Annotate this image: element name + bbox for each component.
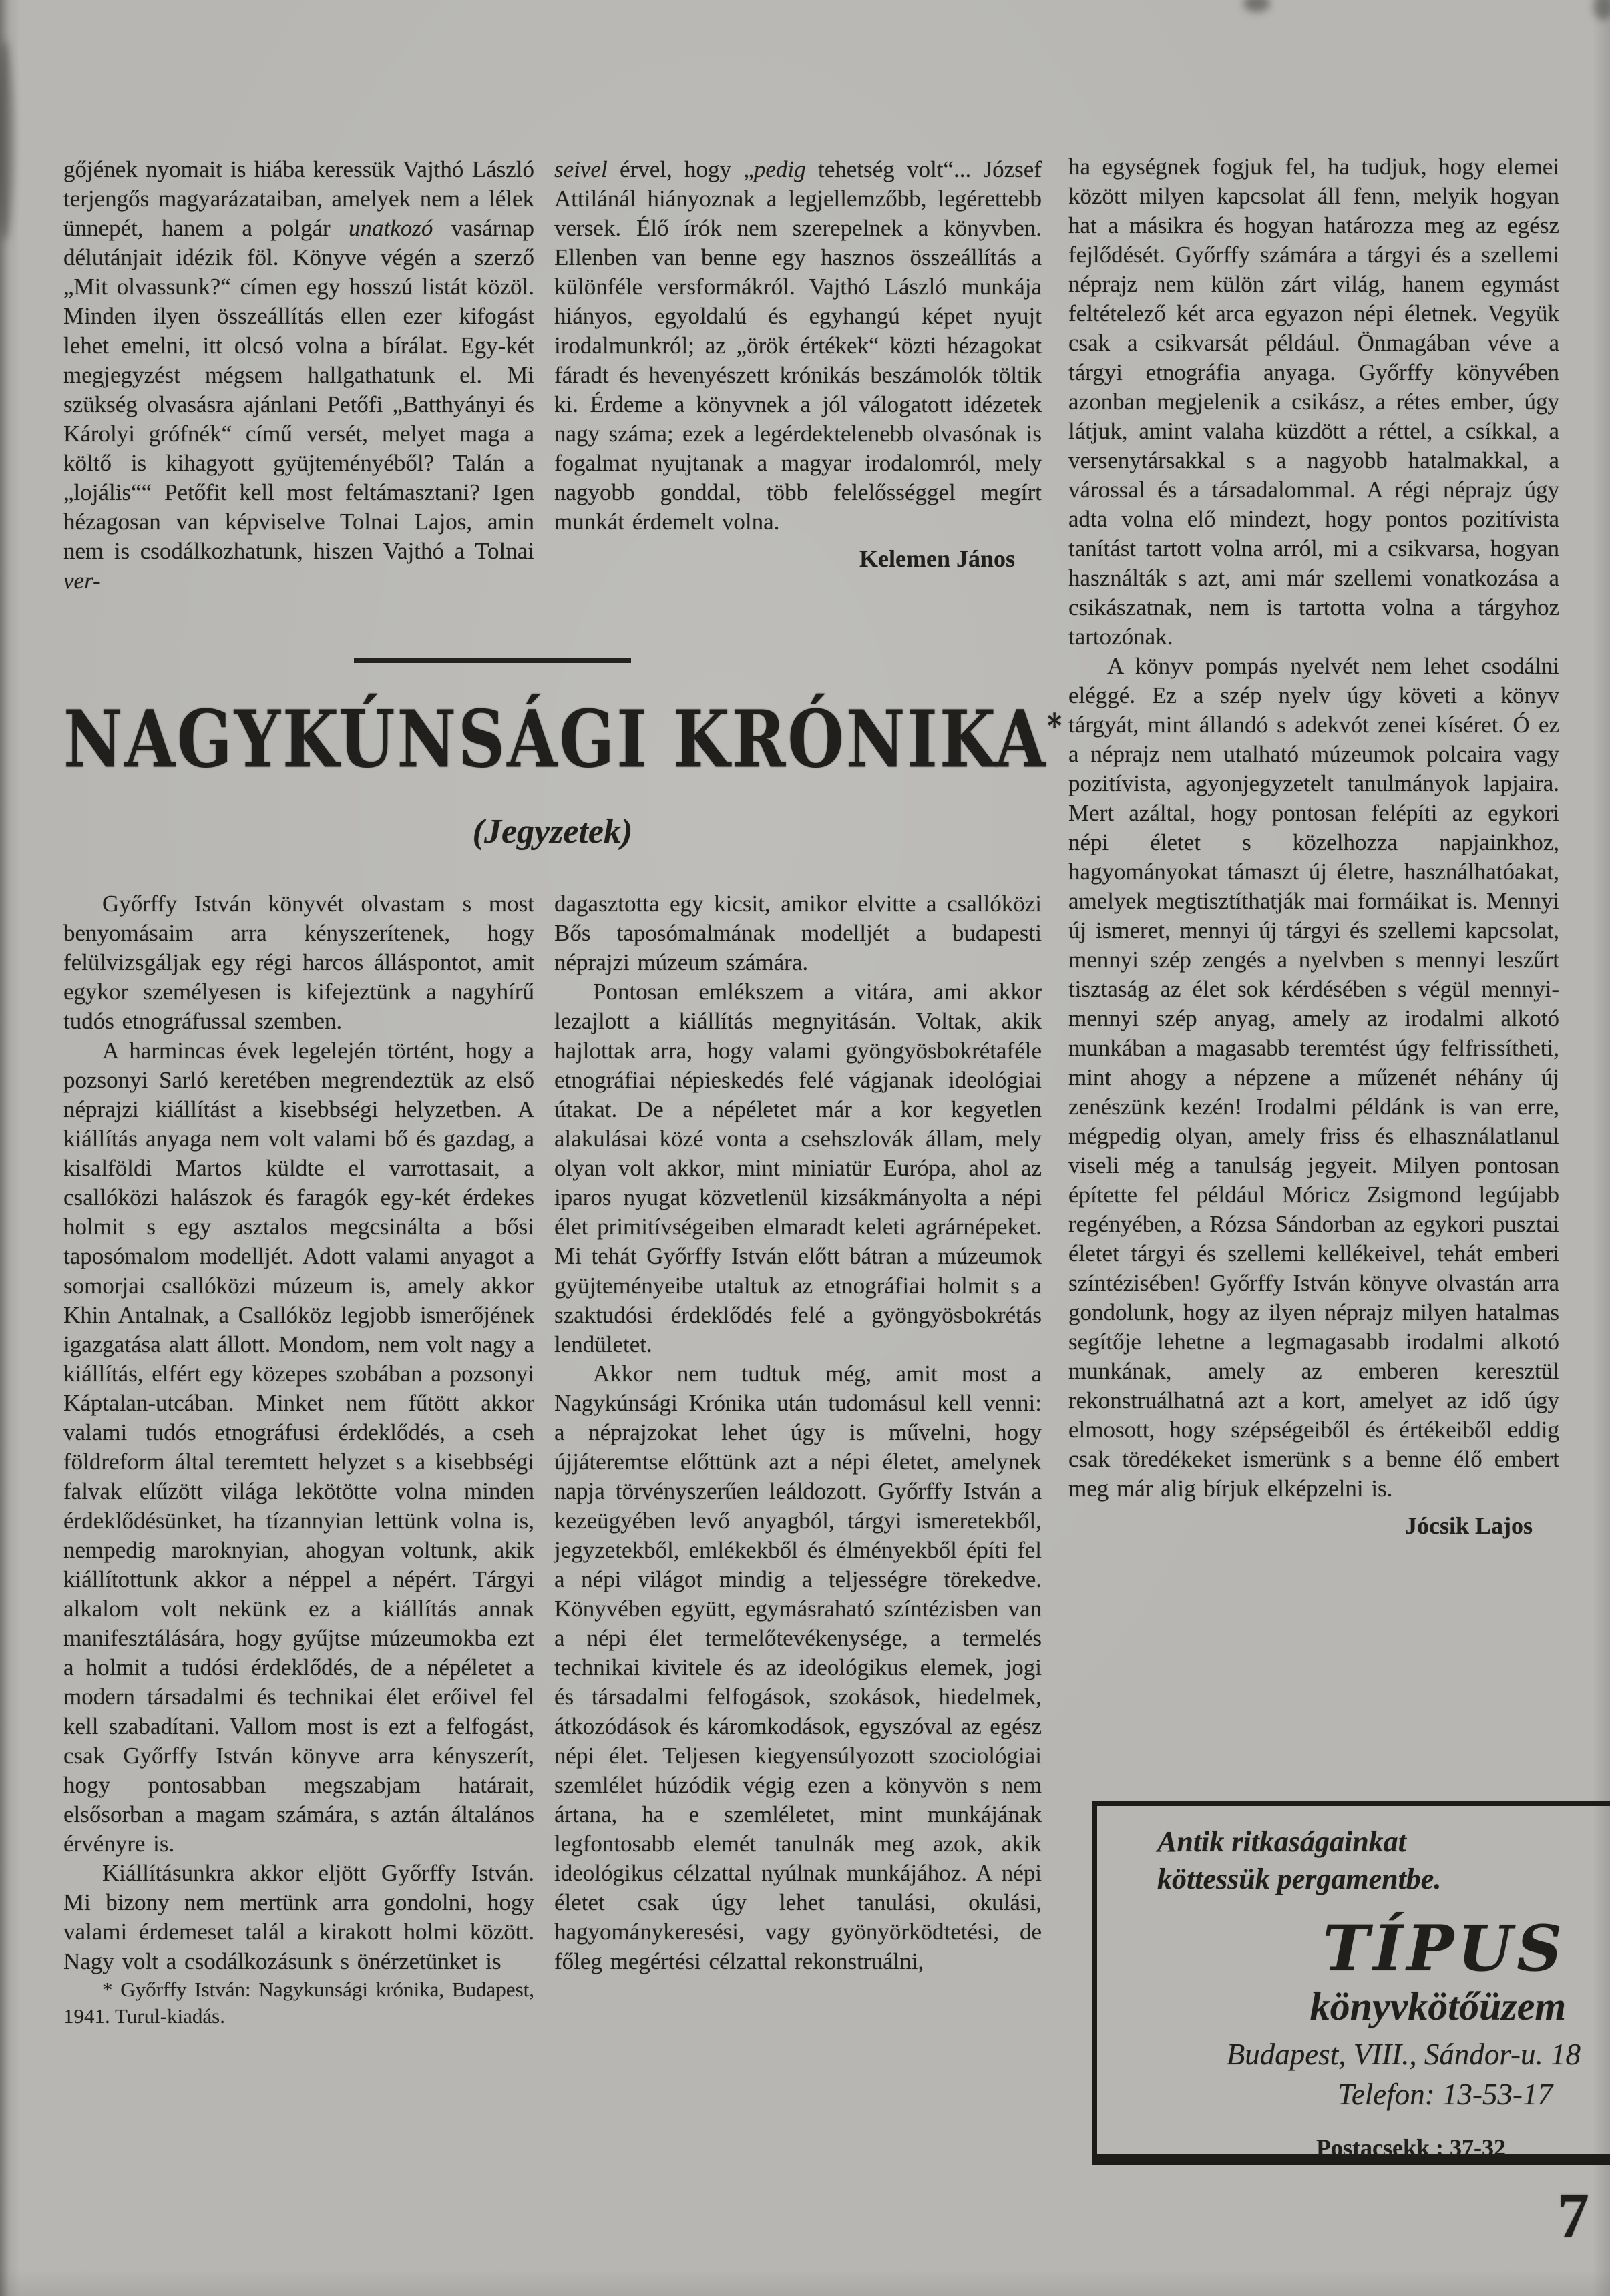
ad-brand-subtitle: könyvkötőüzem [1310,1984,1566,2028]
italic-word: unatkozó [348,215,433,241]
text-run: érvel, hogy „ [607,156,754,182]
text-run: tehetség volt“... József Attilánál hiányoznak a legjellemzőbb, legérettebb versek. Élő írók nem szerepelnek a könyvben. Ellenben van benne egy hasznos összeállítás a különféle versformákról. Vajthó László munkája hiányos, egyoldalú és egyhangú képet nyujt irodalmunkról; az „örök értékek“ közti hézagokat fáradt és hevenyészett krónikás beszámolók töltik ki. Érdeme a könyvnek a jól válogatott idézetek nagy száma; ezek a legérdektelenebb olvasónak is fogalmat nyujtanak a magyar irodalomról, mely nagyobb gonddal, több felelősséggel megírt munkát érdemelt volna. [554,156,1042,535]
ad-lead-line-2: köttessük pergamentbe. [1157,1863,1442,1895]
italic-word: seivel [554,156,608,182]
article-paragraph: ha egységnek fogjuk fel, ha tudjuk, hogy elemei között milyen kapcsolat áll fenn, melyik hogyan hat a másikra és hogyan határozza meg az egész fejlődését. Győrffy számára a tárgyi és a szellemi néprajz nem külön zárt világ, hanem egymást feltételező két arca egyazon népi életnek. Vegyük csak a csikvarsát például. Önmagában véve a tárgyi etnográfia anyaga. Győrffy könyvében azonban megjelenik a csikász, a rétes ember, úgy látjuk, amint valaha küzdött a réttel, a csíkkal, a versenytársakkal s a nagyobb hatalmakkal, a várossal és a társadalommal. A régi néprajz úgy adta volna elő mindezt, hogy pontos pozitívista tanítást tartott volna arról, mi a csikvarsa, hogyan használták s azt, ami már szellemi vonatkozása a csikászatnak, nem is tartotta volna a tárgyhoz tartozónak. [1068,154,1559,650]
page-number: 7 [1557,2179,1589,2251]
prev-article-text-2 [554,155,1042,537]
text-run: gőjének nyomait is hiába keressük Vajthó László terjengős magyarázataiban, amelyek nem a lélek ünnepét, hanem a polgár [63,156,534,241]
article-column-3 [1068,152,1559,1541]
article-heading-block [63,692,1064,851]
advertisement-box [1092,1801,1610,2165]
article-paragraph: Kiállításunkra akkor eljött Győrffy István. Mi bizony nem mertünk arra gondolni, hogy valami érdemeset talál a kirakott holmi között. Nagy volt a csodálkozásunk s önérzetünket is [63,1860,534,1974]
article-paragraph: Pontosan emlékszem a vitára, ami akkor lezajlott a kiállítás megnyitásán. Voltak, akik hajlottak arra, hogy valami gyöngyösbokrétaféle etnográfiai népieskedés felé vágjanak ideológiai útakat. De a népéletet már a kor kegyetlen alakulásai közé vonta a csehszlovák állam, mely olyan volt akkor, mint miniatür Európa, ahol az iparos nyugat közvetlenül kizsákmányolta a népi élet primitívségeiben elmaradt keleti agrárnépeket. Mi tehát Győrffy István előtt bátran a múzeumok gyüjteményeibe utaltuk az etnográfiai holmit s a szaktudósi érdeklődés felé a gyöngyösbokrétás lendületet. [554,979,1042,1357]
article-paragraph: A harmincas évek legelején történt, hogy a pozsonyi Sarló keretében megrendeztük az első néprajzi kiállítást a kisebbségi helyzetben. A kiállítás anyaga nem volt valami bő és gazdag, a kisalföldi Martos küldte el varrottasait, a csallóközi halászok és faragók egy-két érdekes holmit s egy asztalos megcsinálta a bősi taposómalom modelljét. Adott valami anyagot a somorjai csallóközi múzeum is, amely akkor Khin Antalnak, a Csallóköz legjobb ismerőjének igazgatása alatt állott. Mondom, nem volt nagy a kiállítás, elfért egy közepes szobában a pozsonyi Káptalan-utcában. Minket nem fűtött akkor valami tudós etnográfusi érdeklődés, a cseh földreform által teremtett helyzet s a kisebbségi falvak elűzött világa lekötötte volna minden érdeklődésünket, ha tízannyian lettünk volna is, nempedig maroknyian, ahogyan voltunk, akik kiállítottunk akkor a néppel a népért. Tárgyi alkalom volt nekünk ez a kiállítás annak manifesztálására, hogy gyűjtse múzeumokba ezt a holmit a tudósi érdeklődés, de a népéletet a modern társadalmi és technikai élet erőivel fel kell szabadítani. Vallom most is ezt a felfogást, csak Győrffy István könyve arra kényszerít, hogy pontosabban megszabjam határait, elsősorban a magam számára, s aztán általános érvényre is. [63,1038,534,1857]
ad-postal-cheque: Postacsekk : 37-32 [1316,2134,1506,2161]
text-run: vasárnap délutánjait idézik föl. Könyve végén a szerző „Mit olvassunk?“ címen egy hosszú listát közöl. Minden ilyen összeállítás ellen ezer kifogást lehet emelni, itt olcsó volna a bírálat. Egy-két megjegyzést mégsem hallgathatunk el. Mi szükség olvasásra ajánlani Petőfi „Batthyányi és Károlyi grófnék“ című versét, melyet maga a költő is kihagyott gyüjteményéből? Talán a „lojális““ Petőfit kell most feltámasztani? Igen hézagosan van képviselve Tolnai Lajos, amin nem is csodálkozhatunk, hiszen Vajthó a Tolnai [63,215,534,564]
article-subtitle: (Jegyzetek) [472,813,633,851]
article-signature: Jócsik Lajos [1404,1512,1533,1539]
prev-article-text-1 [63,155,534,596]
article-paragraph: A könyv pompás nyelvét nem lehet csodálni eléggé. Ez a szép nyelv úgy követi a könyv tárgyát, mint állandó s adekvót zenei kíséret. Ó ez a néprajz nem utalható múzeumok polcaira vagy pozitívista, agyonjegyzetelt tanulmányok lapjaira. Mert azáltal, hogy pontosan felépíti az egykori népi életet s közelhozza napjainkhoz, hagyományokat támaszt új életre, használhatóakat, amelyek megtisztíthatják mai formáikat is. Mennyi új ismeret, mennyi új tárgyi és szellemi kapcsolat, mennyi szép zengés a nyelvben s mennyi leszűrt tisztaság az élet sok kérdésében s végül mennyi-mennyi szép anyag, amely az irodalmi alkotó munkában a magasabb teremtést úgy felfrissítheti, mint ahogy a népzene a műzenét néhány új zenészünk kezén! Irodalmi példánk is van erre, mégpedig olyan, amely friss és elhasználatlanul viseli még a tanulság jegyeit. Milyen pontosan építette fel például Móricz Zsigmond legújabb regényében, a Rózsa Sándorban az egykori pusztai életet tárgyi és szellemi kellékeivel, tehát emberi színtézisében! Győrffy István könyve olvastán arra gondolunk, hogy az ilyen néprajz milyen hatalmas segítője lehetne a legmagasabb irodalmi alkotó munkának, amely az emberen keresztül rekonstruálhatná azt a kort, amelyet az idő úgy elmosott, hogy szépségeiből és értékeiből eddig csak töredékeket ismerünk s a benne élő embert meg már alig bírjuk elképzelni is. [1068,653,1559,1502]
article-footnote: * Győrffy István: Nagykunsági krónika, Budapest, 1941. Turul-kiadás. [63,1978,534,2028]
article-column-2 [554,889,1042,1976]
prev-article-signature: Kelemen János [859,545,1015,572]
prev-article-column-2 [554,155,1042,574]
ad-lead-line-1: Antik ritkaságainkat [1157,1825,1406,1858]
ad-address: Budapest, VIII., Sándor-u. 18 [1226,2038,1581,2071]
title-footnote-asterisk: * [1047,706,1064,746]
prev-article-column-1 [63,155,534,596]
italic-word: ver- [63,567,101,594]
article-title [63,692,1064,785]
section-divider-rule [354,658,631,663]
title-text: NAGYKÚNSÁGI KRÓNIKA [63,692,1048,786]
italic-word: pedig [753,156,806,182]
article-paragraph: dagasztotta egy kicsit, amikor elvitte a csallóközi Bős taposómalmának modelljét a budapesti néprajzi múzeum számára. [554,891,1042,975]
article-paragraph: Akkor nem tudtuk még, amit most a Nagykúnsági Krónika után tudomásul kell venni: a néprajzokat lehet úgy is művelni, hogy újjáteremtse előttünk azt a népi életet, amelynek napja törvényszerűen leáldozott. Győrffy István a kezeügyében levő anyagból, tárgyi ismeretekből, jegyzetekből, emlékekből és élményekből építi fel a népi világot mindig a teljességre törekedve. Könyvében együtt, egymásraható színtézisben van a népi élet termelőtevékenysége, a termelés technikai kivitele és az ideológikus elemek, jogi és társadalmi felfogások, szokások, hiedelmek, átkozódások és káromkodások, egyszóval az egész népi élet. Teljesen kiegyensúlyozott szociológiai szemlélet húzódik végig ezen a könyvön s nem ártana, ha e szemléletet, mint munkájának legfontosabb elemét tanulnák meg azok, akik ideológikus célzattal nyúlnak munkájához. A népi életet csak úgy lehet tanulási, okulási, hagyománykeresési, vagy gyönyörködtetési, de főleg megértési célzattal rekonstruálni, [554,1361,1042,1974]
ad-brand-name: TÍPUS [1322,1912,1566,1986]
article-column-1 [63,889,534,2030]
ad-phone: Telefon: 13-53-17 [1337,2078,1553,2111]
article-paragraph: Győrffy István könyvét olvastam s most benyomásaim arra kényszerítenek, hogy felülvizsgáljak egy régi harcos álláspontot, amit egykor személyesen is kifejeztünk a nagyhírű tudós etnográfussal szemben. [63,891,534,1034]
